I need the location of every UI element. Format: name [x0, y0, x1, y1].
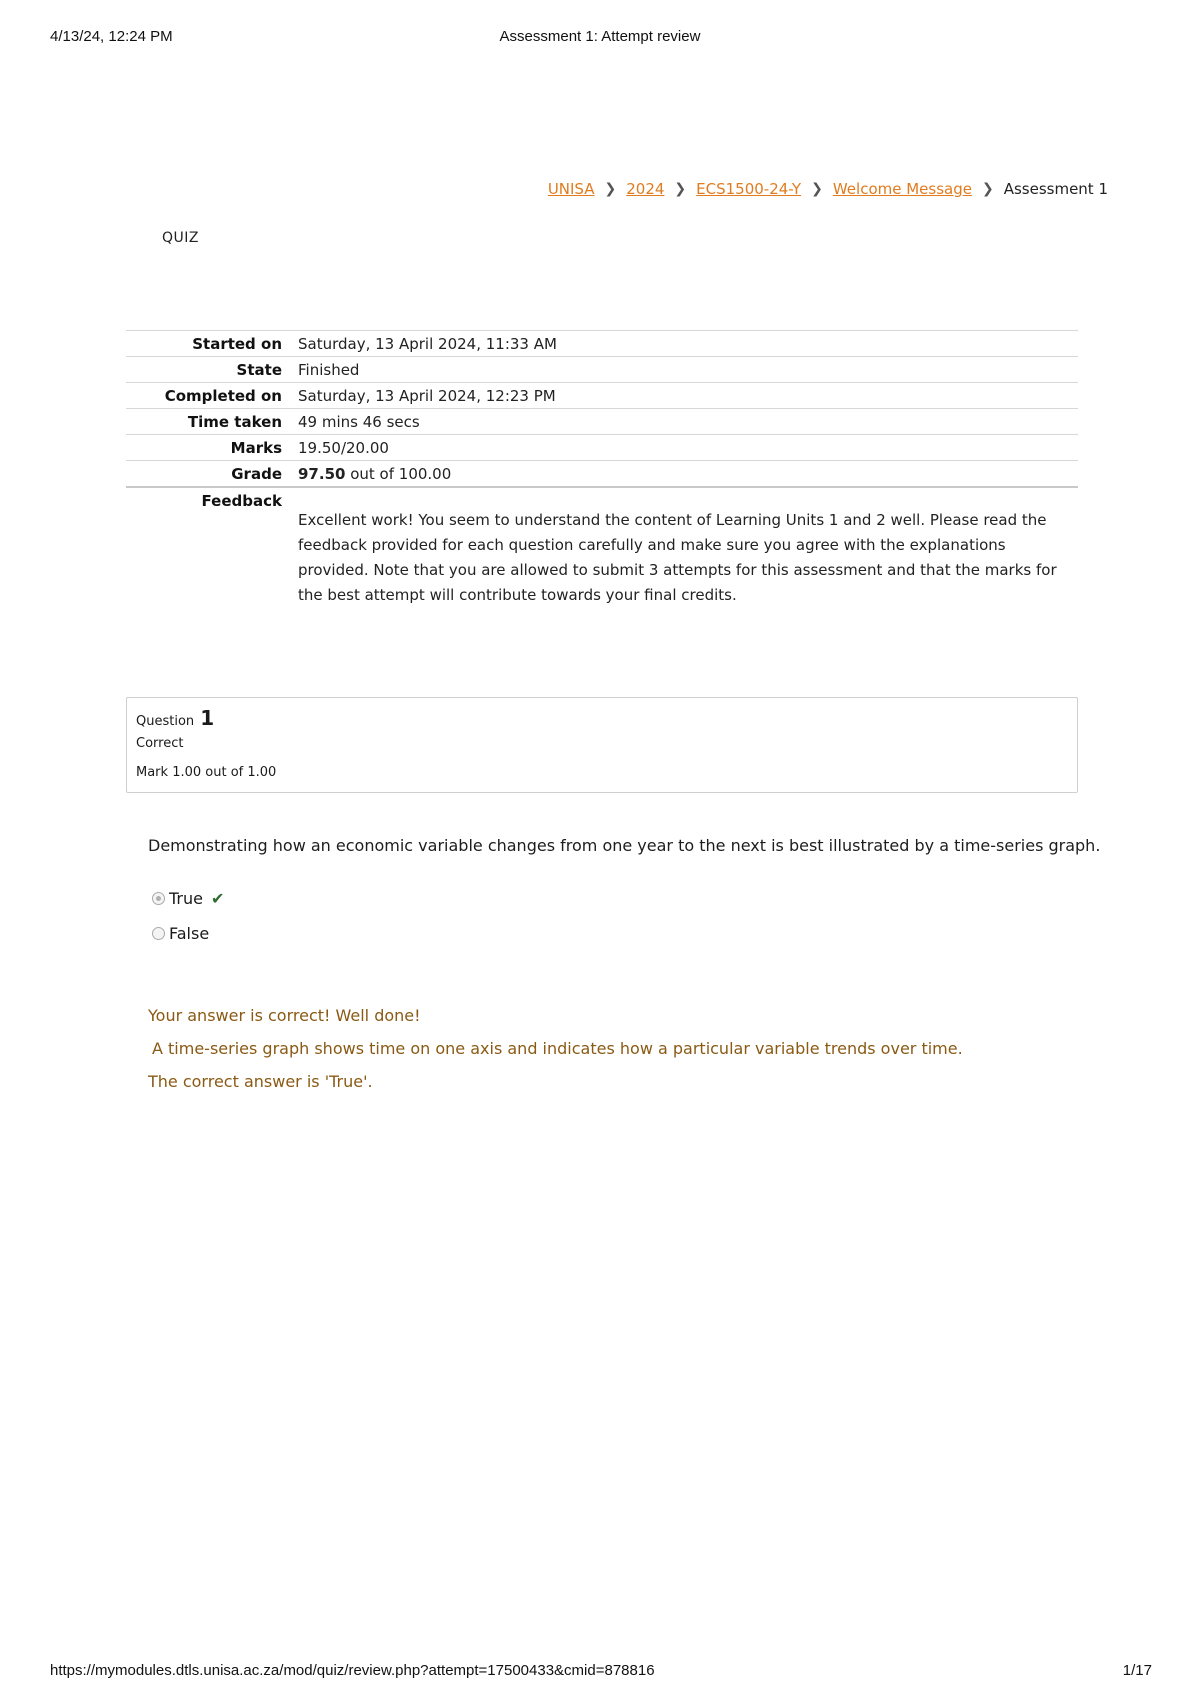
question-number	[136, 706, 214, 730]
question-info-box	[126, 697, 1078, 793]
print-header	[0, 24, 1200, 64]
summary-label: Marks	[230, 439, 282, 457]
summary-value	[292, 461, 1078, 488]
summary-value: 49 mins 46 secs	[298, 413, 420, 431]
explanation-feedback: A time-series graph shows time on one axis and indicates how a particular variable trends over time.	[152, 1039, 963, 1058]
general-feedback: Your answer is correct! Well done!	[148, 1006, 421, 1025]
grade-out-of: out of 100.00	[345, 465, 452, 483]
answer-label-true: True	[169, 889, 203, 908]
print-title: Assessment 1: Attempt review	[499, 28, 701, 45]
chevron-right-icon: ❯	[674, 181, 687, 197]
breadcrumb-item-welcome[interactable]: Welcome Message	[832, 180, 972, 198]
check-icon: ✔	[210, 889, 225, 908]
summary-row-feedback	[126, 487, 1078, 611]
radio-false[interactable]	[152, 927, 165, 940]
summary-row-started	[126, 331, 1078, 357]
question-text: Demonstrating how an economic variable changes from one year to the next is best illustrated by a time-series graph.	[148, 836, 1101, 855]
summary-row-state	[126, 357, 1078, 383]
chevron-right-icon: ❯	[604, 181, 617, 197]
summary-label: Completed on	[164, 387, 282, 405]
summary-label: Grade	[231, 465, 282, 483]
question-state: Correct	[136, 736, 184, 751]
question-grade: Mark 1.00 out of 1.00	[136, 765, 277, 780]
radio-true[interactable]	[152, 892, 165, 905]
breadcrumb-item-unisa[interactable]: UNISA	[547, 180, 595, 198]
right-answer: The correct answer is 'True'.	[148, 1072, 373, 1091]
summary-row-time-taken	[126, 409, 1078, 435]
breadcrumb-item-year[interactable]: 2024	[626, 180, 665, 198]
summary-value: 19.50/20.00	[298, 439, 389, 457]
answer-option-true[interactable]	[152, 889, 224, 908]
chevron-right-icon: ❯	[811, 181, 823, 197]
summary-label: Feedback	[201, 492, 282, 510]
summary-label: Started on	[192, 335, 282, 353]
breadcrumb-current: Assessment 1	[1003, 180, 1108, 198]
chevron-right-icon: ❯	[981, 181, 994, 197]
print-page-number: 1/17	[1122, 1662, 1152, 1679]
breadcrumb-item-course[interactable]: ECS1500-24-Y	[696, 180, 802, 198]
summary-label: Time taken	[187, 413, 282, 431]
print-footer	[0, 1658, 1200, 1698]
print-datetime: 4/13/24, 12:24 PM	[50, 28, 173, 45]
answer-option-false[interactable]	[152, 924, 209, 943]
summary-value: Finished	[298, 361, 360, 379]
answer-label-false: False	[169, 924, 210, 943]
grade-score: 97.50	[298, 465, 346, 483]
summary-label: State	[236, 361, 282, 379]
summary-row-grade	[126, 461, 1078, 488]
question-label: Question	[136, 714, 195, 729]
summary-value: Saturday, 13 April 2024, 12:23 PM	[298, 387, 556, 405]
attempt-summary-table	[126, 330, 1078, 611]
summary-row-marks	[126, 435, 1078, 461]
overall-feedback-text: Excellent work! You seem to understand the content of Learning Units 1 and 2 well. Please read the feedback provided for each question carefully and make sure you agree with the explanations provided. Note that you are allowed to submit 3 attempts for this assessment and that the marks for the best attempt will contribute towards your final credits.	[298, 511, 1057, 604]
print-url: https://mymodules.dtls.unisa.ac.za/mod/quiz/review.php?attempt=17500433&cmid=878816	[50, 1662, 655, 1679]
quiz-label: QUIZ	[162, 230, 199, 246]
summary-value: Saturday, 13 April 2024, 11:33 AM	[298, 335, 557, 353]
breadcrumb	[548, 180, 1108, 198]
summary-row-completed	[126, 383, 1078, 409]
question-number-value: 1	[200, 706, 215, 730]
